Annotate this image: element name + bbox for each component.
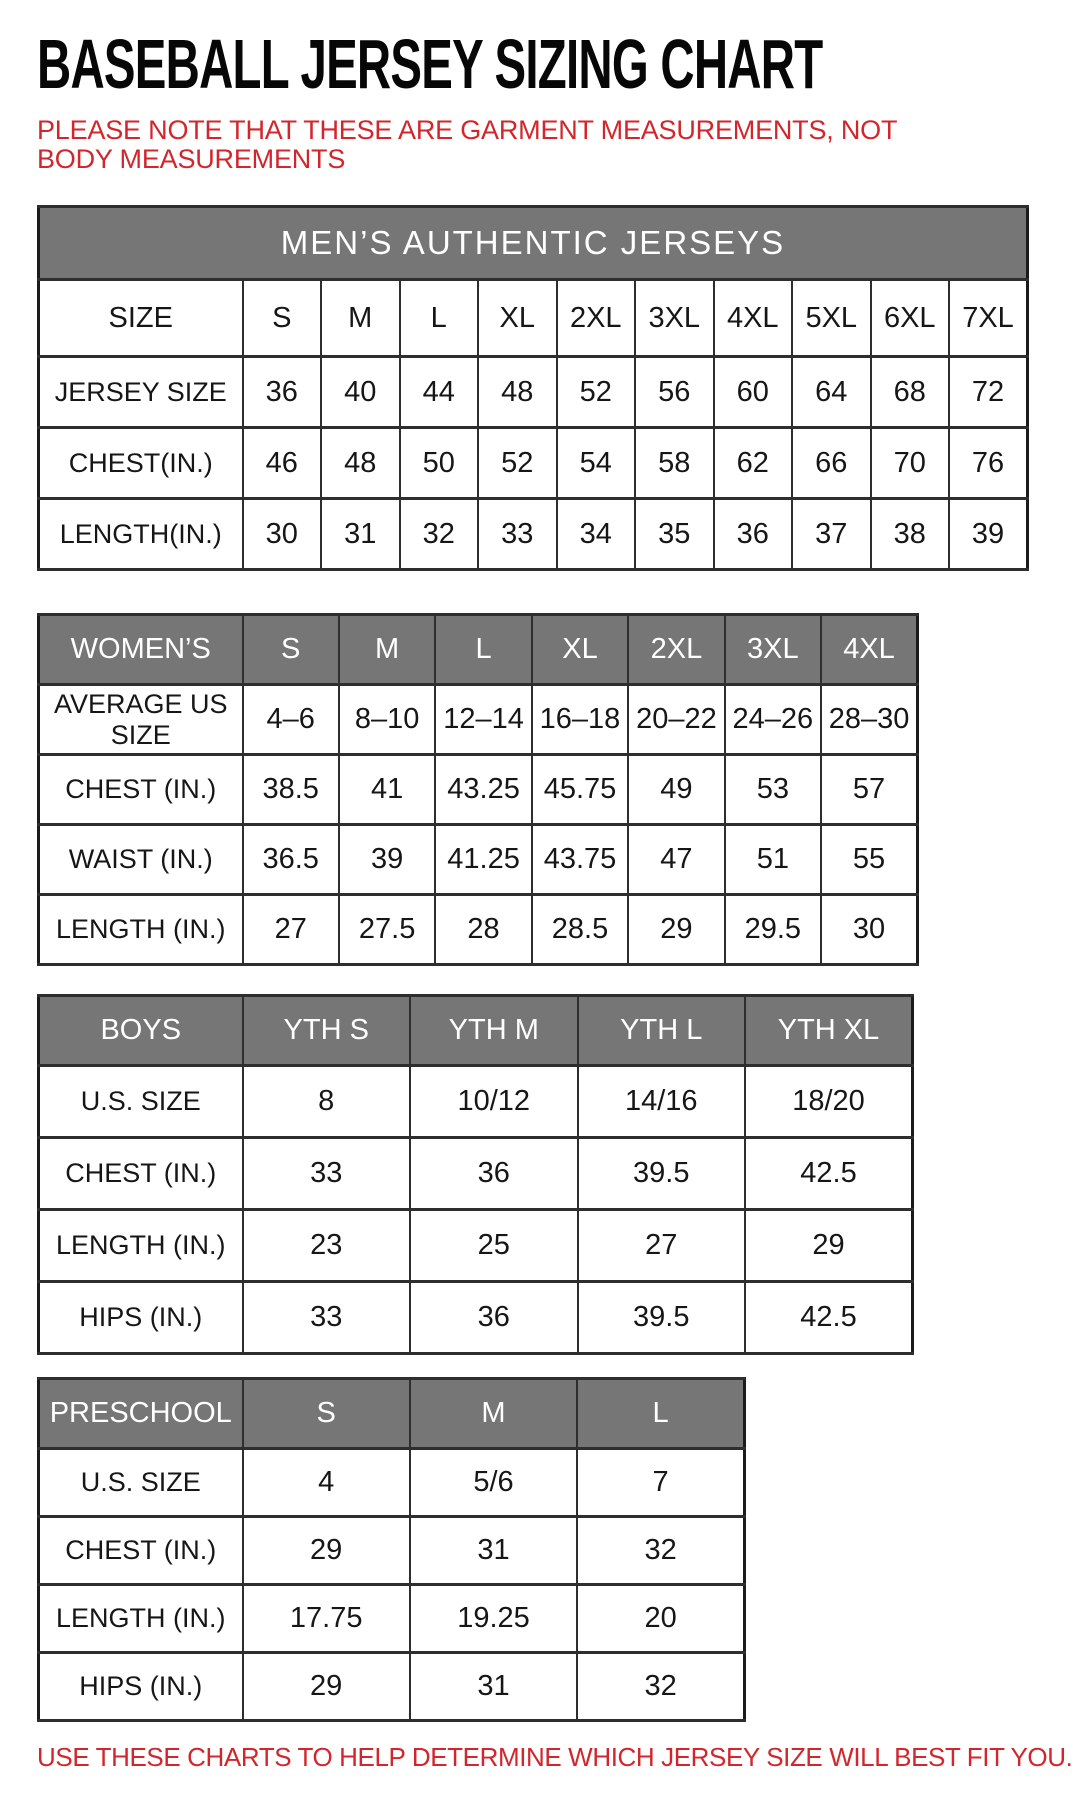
preschool-value-cell: 19.25 — [410, 1585, 577, 1653]
womens-header-cell: WOMEN’S — [39, 615, 243, 685]
preschool-row-label: U.S. SIZE — [39, 1449, 243, 1517]
preschool-table-row — [39, 1517, 745, 1585]
mens-sizing-table — [37, 205, 1029, 571]
womens-row-label: AVERAGE US SIZE — [39, 685, 243, 755]
boys-value-cell: 29 — [745, 1210, 913, 1282]
mens-value-cell: 36 — [714, 499, 793, 570]
boys-value-cell: 42.5 — [745, 1282, 913, 1354]
mens-header-cell: 7XL — [949, 280, 1028, 357]
mens-value-cell: 44 — [400, 357, 479, 428]
womens-value-cell: 20–22 — [628, 685, 724, 755]
womens-table-row — [39, 755, 918, 825]
boys-value-cell: 36 — [410, 1282, 578, 1354]
mens-header-cell: S — [243, 280, 322, 357]
preschool-sizing-table — [37, 1377, 746, 1722]
boys-header-cell: YTH L — [578, 996, 746, 1066]
womens-value-cell: 28.5 — [532, 895, 628, 965]
mens-value-cell: 50 — [400, 428, 479, 499]
preschool-row-label: CHEST (IN.) — [39, 1517, 243, 1585]
preschool-value-cell: 20 — [577, 1585, 744, 1653]
preschool-value-cell: 32 — [577, 1653, 744, 1721]
mens-row-label: JERSEY SIZE — [39, 357, 243, 428]
mens-section — [37, 205, 1040, 571]
womens-value-cell: 12–14 — [435, 685, 531, 755]
page-title: BASEBALL JERSEY SIZING CHART — [37, 25, 823, 103]
womens-value-cell: 16–18 — [532, 685, 628, 755]
womens-value-cell: 39 — [339, 825, 435, 895]
preschool-header-cell: M — [410, 1379, 577, 1449]
boys-value-cell: 39.5 — [578, 1138, 746, 1210]
womens-value-cell: 28 — [435, 895, 531, 965]
preschool-header-cell: PRESCHOOL — [39, 1379, 243, 1449]
boys-table-row — [39, 1066, 913, 1138]
mens-value-cell: 30 — [243, 499, 322, 570]
womens-header-cell: S — [243, 615, 339, 685]
preschool-value-cell: 29 — [243, 1517, 410, 1585]
womens-section — [37, 613, 1040, 966]
mens-value-cell: 56 — [635, 357, 714, 428]
preschool-table-row — [39, 1449, 745, 1517]
preschool-value-cell: 5/6 — [410, 1449, 577, 1517]
womens-row-label: LENGTH (IN.) — [39, 895, 243, 965]
mens-value-cell: 52 — [478, 428, 557, 499]
mens-value-cell: 39 — [949, 499, 1028, 570]
mens-value-cell: 31 — [321, 499, 400, 570]
mens-value-cell: 37 — [792, 499, 871, 570]
womens-value-cell: 27.5 — [339, 895, 435, 965]
boys-table-row — [39, 1138, 913, 1210]
mens-value-cell: 72 — [949, 357, 1028, 428]
womens-value-cell: 28–30 — [821, 685, 917, 755]
mens-table-row — [39, 428, 1028, 499]
mens-value-cell: 33 — [478, 499, 557, 570]
womens-header-cell: 2XL — [628, 615, 724, 685]
mens-value-cell: 48 — [321, 428, 400, 499]
mens-row-label: LENGTH(IN.) — [39, 499, 243, 570]
womens-value-cell: 41.25 — [435, 825, 531, 895]
womens-value-cell: 38.5 — [243, 755, 339, 825]
womens-header-cell: M — [339, 615, 435, 685]
womens-value-cell: 30 — [821, 895, 917, 965]
preschool-value-cell: 32 — [577, 1517, 744, 1585]
womens-row-label: WAIST (IN.) — [39, 825, 243, 895]
mens-header-cell: 6XL — [871, 280, 950, 357]
preschool-row-label: LENGTH (IN.) — [39, 1585, 243, 1653]
mens-header-cell: 5XL — [792, 280, 871, 357]
boys-row-label: U.S. SIZE — [39, 1066, 243, 1138]
womens-table-row — [39, 685, 918, 755]
boys-sizing-table — [37, 994, 914, 1355]
mens-banner: MEN’S AUTHENTIC JERSEYS — [39, 207, 1028, 280]
womens-value-cell: 8–10 — [339, 685, 435, 755]
mens-value-cell: 60 — [714, 357, 793, 428]
womens-value-cell: 51 — [725, 825, 821, 895]
boys-value-cell: 36 — [410, 1138, 578, 1210]
mens-value-cell: 32 — [400, 499, 479, 570]
womens-table-row — [39, 825, 918, 895]
preschool-header-cell: L — [577, 1379, 744, 1449]
boys-table-row — [39, 1282, 913, 1354]
womens-value-cell: 49 — [628, 755, 724, 825]
mens-header-cell: SIZE — [39, 280, 243, 357]
boys-header-cell: YTH S — [243, 996, 411, 1066]
womens-header-cell: 4XL — [821, 615, 917, 685]
mens-value-cell: 36 — [243, 357, 322, 428]
womens-value-cell: 53 — [725, 755, 821, 825]
preschool-value-cell: 31 — [410, 1517, 577, 1585]
preschool-value-cell: 17.75 — [243, 1585, 410, 1653]
mens-header-cell: 4XL — [714, 280, 793, 357]
mens-value-cell: 38 — [871, 499, 950, 570]
womens-header-row — [39, 615, 918, 685]
mens-row-label: CHEST(IN.) — [39, 428, 243, 499]
preschool-header-cell: S — [243, 1379, 410, 1449]
boys-value-cell: 27 — [578, 1210, 746, 1282]
womens-table-row — [39, 895, 918, 965]
boys-value-cell: 42.5 — [745, 1138, 913, 1210]
womens-value-cell: 43.25 — [435, 755, 531, 825]
womens-value-cell: 27 — [243, 895, 339, 965]
womens-sizing-table — [37, 613, 919, 966]
womens-value-cell: 45.75 — [532, 755, 628, 825]
womens-value-cell: 57 — [821, 755, 917, 825]
mens-value-cell: 35 — [635, 499, 714, 570]
boys-header-cell: YTH XL — [745, 996, 913, 1066]
preschool-row-label: HIPS (IN.) — [39, 1653, 243, 1721]
womens-value-cell: 29 — [628, 895, 724, 965]
boys-value-cell: 14/16 — [578, 1066, 746, 1138]
boys-value-cell: 10/12 — [410, 1066, 578, 1138]
boys-row-label: HIPS (IN.) — [39, 1282, 243, 1354]
womens-value-cell: 24–26 — [725, 685, 821, 755]
preschool-table-row — [39, 1653, 745, 1721]
womens-value-cell: 47 — [628, 825, 724, 895]
mens-header-cell: 2XL — [557, 280, 636, 357]
mens-value-cell: 48 — [478, 357, 557, 428]
boys-value-cell: 33 — [243, 1282, 411, 1354]
preschool-table-row — [39, 1585, 745, 1653]
womens-value-cell: 29.5 — [725, 895, 821, 965]
boys-section — [37, 994, 1040, 1355]
mens-header-cell: XL — [478, 280, 557, 357]
garment-measurements-note: PLEASE NOTE THAT THESE ARE GARMENT MEASUREMENTS, NOT BODY MEASUREMENTS — [37, 115, 897, 174]
mens-banner-row — [39, 207, 1028, 280]
mens-value-cell: 58 — [635, 428, 714, 499]
womens-value-cell: 55 — [821, 825, 917, 895]
preschool-value-cell: 29 — [243, 1653, 410, 1721]
boys-value-cell: 18/20 — [745, 1066, 913, 1138]
preschool-value-cell: 4 — [243, 1449, 410, 1517]
womens-header-cell: L — [435, 615, 531, 685]
mens-value-cell: 46 — [243, 428, 322, 499]
mens-table-row — [39, 499, 1028, 570]
mens-value-cell: 62 — [714, 428, 793, 499]
mens-value-cell: 66 — [792, 428, 871, 499]
preschool-header-row — [39, 1379, 745, 1449]
mens-header-cell: L — [400, 280, 479, 357]
boys-value-cell: 39.5 — [578, 1282, 746, 1354]
womens-value-cell: 43.75 — [532, 825, 628, 895]
boys-row-label: CHEST (IN.) — [39, 1138, 243, 1210]
womens-value-cell: 4–6 — [243, 685, 339, 755]
womens-value-cell: 41 — [339, 755, 435, 825]
mens-header-row — [39, 280, 1028, 357]
boys-value-cell: 8 — [243, 1066, 411, 1138]
boys-row-label: LENGTH (IN.) — [39, 1210, 243, 1282]
boys-value-cell: 33 — [243, 1138, 411, 1210]
mens-value-cell: 34 — [557, 499, 636, 570]
womens-value-cell: 36.5 — [243, 825, 339, 895]
mens-value-cell: 76 — [949, 428, 1028, 499]
mens-header-cell: 3XL — [635, 280, 714, 357]
boys-header-cell: YTH M — [410, 996, 578, 1066]
mens-header-cell: M — [321, 280, 400, 357]
womens-row-label: CHEST (IN.) — [39, 755, 243, 825]
mens-value-cell: 64 — [792, 357, 871, 428]
preschool-section — [37, 1377, 1040, 1722]
mens-table-row — [39, 357, 1028, 428]
mens-value-cell: 54 — [557, 428, 636, 499]
mens-value-cell: 40 — [321, 357, 400, 428]
boys-header-cell: BOYS — [39, 996, 243, 1066]
footer-note: USE THESE CHARTS TO HELP DETERMINE WHICH JERSEY SIZE WILL BEST FIT YOU. — [37, 1742, 1073, 1773]
preschool-value-cell: 7 — [577, 1449, 744, 1517]
boys-table-row — [39, 1210, 913, 1282]
preschool-value-cell: 31 — [410, 1653, 577, 1721]
boys-header-row — [39, 996, 913, 1066]
boys-value-cell: 23 — [243, 1210, 411, 1282]
mens-value-cell: 68 — [871, 357, 950, 428]
boys-value-cell: 25 — [410, 1210, 578, 1282]
mens-value-cell: 52 — [557, 357, 636, 428]
womens-header-cell: XL — [532, 615, 628, 685]
mens-value-cell: 70 — [871, 428, 950, 499]
womens-header-cell: 3XL — [725, 615, 821, 685]
